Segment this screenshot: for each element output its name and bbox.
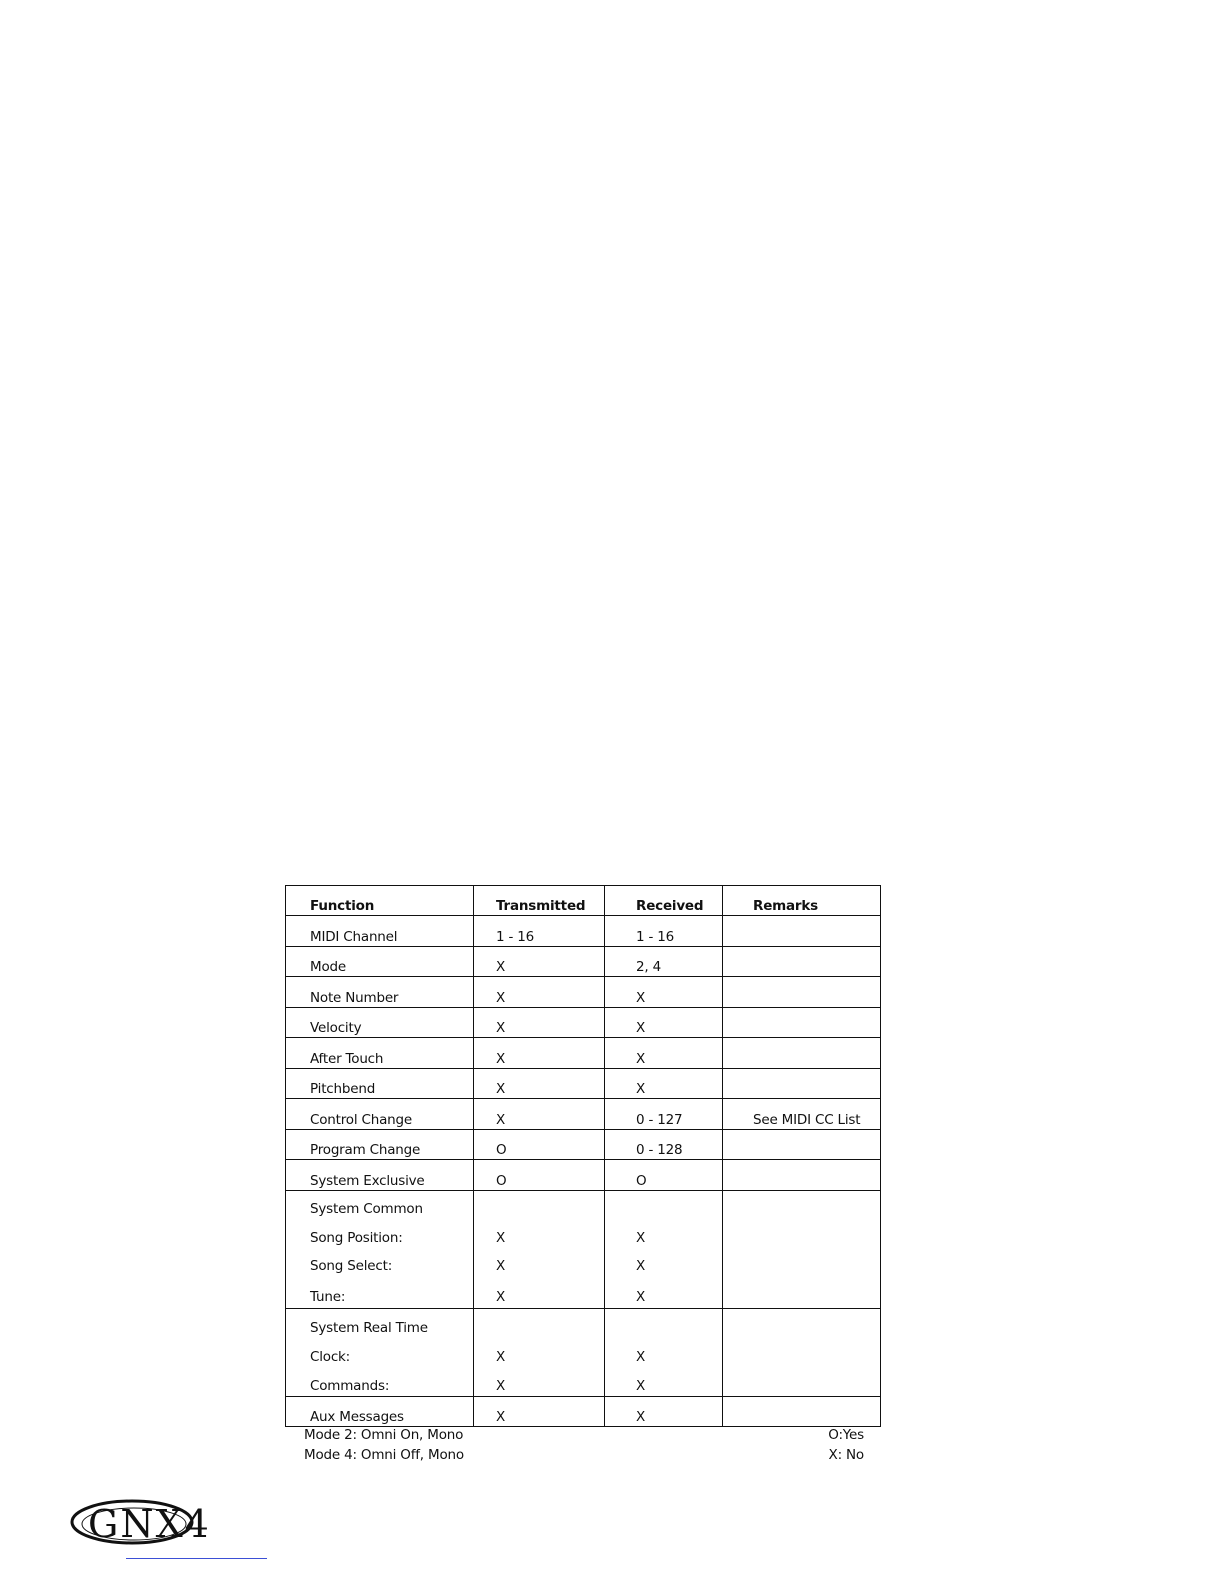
- commands-received: X: [636, 1377, 646, 1394]
- system-real-time-row: [286, 1308, 880, 1396]
- mode4-note: Mode 4: Omni Off, Mono: [304, 1447, 464, 1463]
- remarks-cell: [723, 1309, 880, 1396]
- header-received: Received: [605, 886, 723, 915]
- transmitted-cell: X: [474, 1099, 605, 1129]
- remarks-cell: [723, 1397, 880, 1427]
- function-cell: Program Change: [286, 1130, 474, 1160]
- gnx4-logo: [70, 1497, 240, 1561]
- function-cell: Control Change: [286, 1099, 474, 1129]
- received-cell: O: [605, 1160, 723, 1190]
- table-row: [286, 976, 880, 1007]
- function-cell: [286, 1309, 474, 1396]
- transmitted-cell: O: [474, 1160, 605, 1190]
- system-common-row: [286, 1190, 880, 1308]
- received-cell: X: [605, 1008, 723, 1038]
- footer-rule: [126, 1558, 267, 1559]
- note-row: [304, 1425, 864, 1445]
- received-cell: [605, 1191, 723, 1308]
- function-cell: Pitchbend: [286, 1069, 474, 1099]
- function-cell: Velocity: [286, 1008, 474, 1038]
- header-remarks: Remarks: [753, 898, 818, 914]
- system-real-time-label: System Real Time: [310, 1319, 428, 1336]
- function-cell: After Touch: [286, 1038, 474, 1068]
- remarks-cell: [723, 1130, 880, 1160]
- received-cell: 1 - 16: [605, 916, 723, 946]
- table-row: [286, 915, 880, 946]
- legend-yes: O:Yes: [828, 1427, 864, 1443]
- remarks-cell: [723, 1191, 880, 1308]
- table-row: [286, 1396, 880, 1427]
- transmitted-cell: X: [474, 947, 605, 977]
- remarks-cell: [723, 1160, 880, 1190]
- table-notes: [304, 1425, 864, 1465]
- song-position-label: Song Position:: [310, 1229, 403, 1246]
- received-cell: X: [605, 1038, 723, 1068]
- received-cell: 0 - 127: [605, 1099, 723, 1129]
- remarks-cell: [723, 977, 880, 1007]
- table-row: [286, 1159, 880, 1190]
- transmitted-cell: X: [474, 1008, 605, 1038]
- system-common-label: System Common: [310, 1200, 423, 1217]
- table-row: [286, 1068, 880, 1099]
- table-row: [286, 946, 880, 977]
- table-row: [286, 1037, 880, 1068]
- commands-transmitted: X: [496, 1377, 506, 1394]
- received-cell: [605, 1309, 723, 1396]
- logo-text: GNX4: [88, 1502, 211, 1546]
- remarks-cell: [723, 1069, 880, 1099]
- clock-transmitted: X: [496, 1348, 506, 1365]
- remarks-cell: [723, 916, 880, 946]
- function-cell: MIDI Channel: [286, 916, 474, 946]
- clock-received: X: [636, 1348, 646, 1365]
- function-cell: Aux Messages: [286, 1397, 474, 1427]
- transmitted-cell: X: [474, 1397, 605, 1427]
- midi-implementation-table: [285, 885, 881, 1427]
- legend-no: X: No: [828, 1447, 864, 1463]
- song-position-received: X: [636, 1229, 646, 1246]
- function-cell: Mode: [286, 947, 474, 977]
- commands-label: Commands:: [310, 1377, 390, 1394]
- tune-transmitted: X: [496, 1288, 506, 1305]
- transmitted-cell: [474, 1191, 605, 1308]
- function-cell: [286, 1191, 474, 1308]
- note-row: [304, 1445, 864, 1465]
- received-cell: X: [605, 977, 723, 1007]
- table-header-row: [286, 886, 880, 915]
- song-select-received: X: [636, 1257, 646, 1274]
- remarks-cell: [723, 1008, 880, 1038]
- header-function: Function: [286, 886, 474, 915]
- table-row: [286, 1098, 880, 1129]
- song-select-label: Song Select:: [310, 1257, 393, 1274]
- header-transmitted: Transmitted: [474, 886, 605, 915]
- function-cell: Note Number: [286, 977, 474, 1007]
- song-position-transmitted: X: [496, 1229, 506, 1246]
- received-cell: X: [605, 1397, 723, 1427]
- remarks-cell: See MIDI CC List: [753, 1111, 861, 1128]
- remarks-cell: [723, 947, 880, 977]
- transmitted-cell: X: [474, 977, 605, 1007]
- tune-label: Tune:: [310, 1288, 346, 1305]
- tune-received: X: [636, 1288, 646, 1305]
- remarks-cell: [723, 1038, 880, 1068]
- transmitted-cell: 1 - 16: [474, 916, 605, 946]
- table-row: [286, 1129, 880, 1160]
- received-cell: 2, 4: [605, 947, 723, 977]
- clock-label: Clock:: [310, 1348, 351, 1365]
- table-row: [286, 1007, 880, 1038]
- transmitted-cell: X: [474, 1038, 605, 1068]
- transmitted-cell: X: [474, 1069, 605, 1099]
- function-cell: System Exclusive: [286, 1160, 474, 1190]
- transmitted-cell: O: [474, 1130, 605, 1160]
- mode2-note: Mode 2: Omni On, Mono: [304, 1427, 464, 1443]
- received-cell: 0 - 128: [605, 1130, 723, 1160]
- song-select-transmitted: X: [496, 1257, 506, 1274]
- transmitted-cell: [474, 1309, 605, 1396]
- received-cell: X: [605, 1069, 723, 1099]
